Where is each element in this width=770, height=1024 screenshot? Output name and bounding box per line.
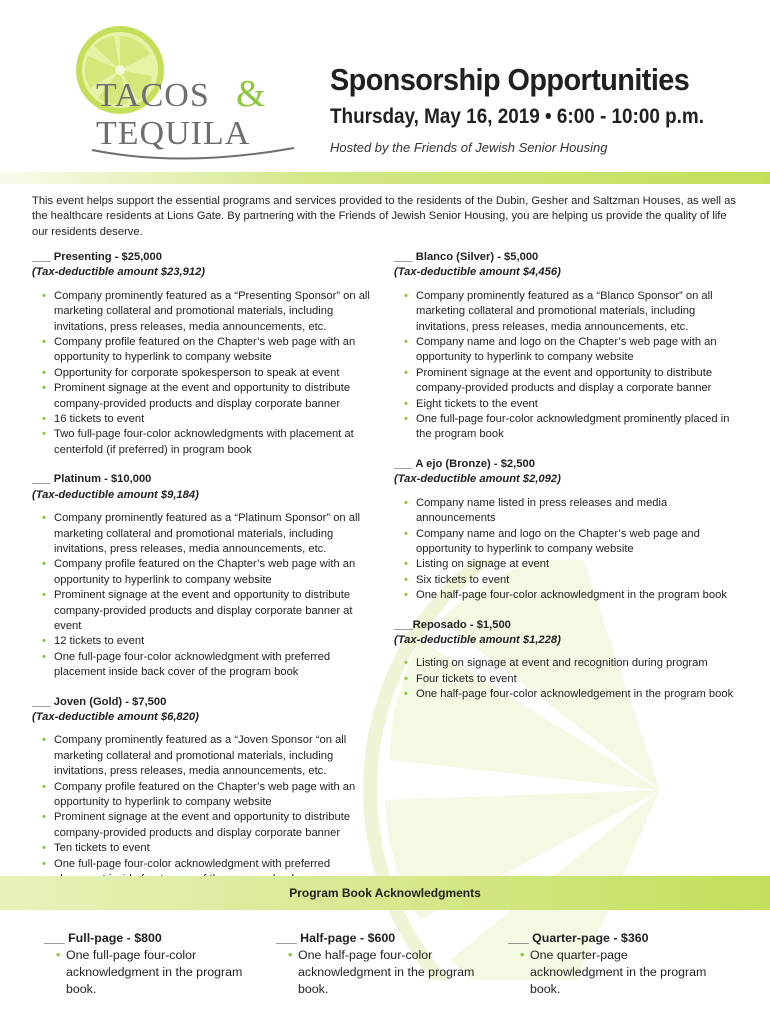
program-book-item-name: ___ Half-page - $600 [276,931,396,945]
tier-name: ___ Presenting - $25,000 [32,251,162,263]
program-book-item [44,930,244,998]
tier-tax-deductible: (Tax-deductible amount $23,912) [32,266,206,279]
benefit-item: • Prominent signage at the event and opportunity to distribute company-provided products and display a corporate banner [394,366,744,397]
tier-tax-deductible: (Tax-deductible amount $4,456) [394,266,561,279]
tier-benefits-list [32,289,382,458]
logo-word-tequila: TEQUILA [96,115,251,152]
benefit-item: • Company profile featured on the Chapter’s web page with an opportunity to hyperlink to company website [32,780,382,811]
event-date: Thursday, May 16, 2019 • 6:00 - 10:00 p.m. [330,105,704,128]
sponsorship-tier [394,250,744,443]
benefit-item: • Opportunity for corporate spokesperson to speak at event [32,366,382,381]
benefit-item: • 16 tickets to event [32,412,382,427]
benefit-item: • One half-page four-color acknowledgement in the program book [394,687,744,702]
program-book-title: Program Book Acknowledgments [289,886,481,900]
tier-benefits-list [32,511,382,680]
program-book-item-benefit: • One half-page four-color acknowledgment in the program book. [276,947,476,998]
tier-benefits-list [394,656,744,702]
sponsorship-tier [32,472,382,680]
benefit-item: • Six tickets to event [394,573,744,588]
host-line: Hosted by the Friends of Jewish Senior Housing [330,140,608,155]
tier-tax-deductible: (Tax-deductible amount $1,228) [394,633,561,646]
top-green-band [0,172,770,184]
benefit-item: • Company prominently featured as a “Platinum Sponsor” on all marketing collateral and promotional materials, including invitations, press releases, media announcements, etc. [32,511,382,557]
benefit-item: • Two full-page four-color acknowledgments with placement at centerfold (if preferred) in program book [32,427,382,458]
tacos-tequila-logo [62,26,302,172]
sponsorship-tier [32,250,382,458]
benefit-item: • Company profile featured on the Chapter’s web page with an opportunity to hyperlink to company website [32,335,382,366]
benefit-item: • Eight tickets to the event [394,397,744,412]
program-book-item-benefit: • One full-page four-color acknowledgment in the program book. [44,947,244,998]
tier-benefits-list [394,496,744,604]
benefit-item: • Company name and logo on the Chapter’s web page and opportunity to hyperlink to company website [394,527,744,558]
benefit-item: • 12 tickets to event [32,634,382,649]
tier-tax-deductible: (Tax-deductible amount $2,092) [394,473,561,486]
benefit-item: • Company prominently featured as a “Presenting Sponsor” on all marketing collateral and promotional materials, including invitations, press releases, media announcements, etc. [32,289,382,335]
benefit-item: • Prominent signage at the event and opportunity to distribute company-provided products and display corporate banner [32,381,382,412]
program-book-item-name: ___ Full-page - $800 [44,931,162,945]
benefit-item: • Company profile featured on the Chapter’s web page with an opportunity to hyperlink to company website [32,557,382,588]
sponsorship-tier [32,695,382,888]
sponsorship-tier [394,457,744,604]
benefit-item: • One full-page four-color acknowledgment with preferred [32,857,382,888]
tier-tax-deductible: (Tax-deductible amount $9,184) [32,488,199,501]
program-book-item [508,930,708,998]
logo-ampersand: & [236,73,266,115]
sponsorship-tier [394,618,744,703]
benefit-item: • Listing on signage at event [394,557,744,572]
left-tier-column [32,250,382,901]
tier-benefits-list [394,289,744,443]
logo-word-tacos: TACOS [96,77,210,114]
benefit-item: • One full-page four-color acknowledgment with preferred placement inside back cover of the program book [32,650,382,681]
program-book-item-benefit: • One quarter-page acknowledgment in the program book. [508,947,708,998]
benefit-item: • One half-page four-color acknowledgment in the program book [394,588,744,603]
page-title: Sponsorship Opportunities [330,62,690,97]
benefit-item: • Listing on signage at event and recognition during program [394,656,744,671]
benefit-item: • Ten tickets to event [32,841,382,856]
tier-tax-deductible: (Tax-deductible amount $6,820) [32,710,199,723]
tier-benefits-list [32,733,382,887]
program-book-item [276,930,476,998]
program-book-band [0,876,770,910]
benefit-item: • Company prominently featured as a “Joven Sponsor “on all marketing collateral and promotional materials, including invitations, press releases, media announcements, etc. [32,733,382,779]
tier-name: ___ Joven (Gold) - $7,500 [32,695,167,708]
tier-name: ___ Platinum - $10,000 [32,473,152,486]
benefit-item: • Company prominently featured as a “Blanco Sponsor” on all marketing collateral and promotional materials, including invitations, press releases, media announcements, etc. [394,289,744,335]
header [330,62,746,155]
tier-name: ___ Blanco (Silver) - $5,000 [394,251,539,263]
benefit-item: • One full-page four-color acknowledgment prominently placed in the program book [394,412,744,443]
benefit-item: • Prominent signage at the event and opportunity to distribute company-provided products and display corporate banner at event [32,588,382,634]
benefit-item: • Prominent signage at the event and opportunity to distribute company-provided products and display corporate banner [32,810,382,841]
program-book-item-name: ___ Quarter-page - $360 [508,931,649,945]
benefit-item: • Company name listed in press releases and media announcements [394,496,744,527]
tier-name: ___ A ejo (Bronze) - $2,500 [394,457,535,470]
benefit-item: • Four tickets to event [394,672,744,687]
right-tier-column [394,250,744,717]
intro-paragraph: This event helps support the essential programs and services provided to the residents of the Dubin, Gesher and Saltzman Houses, as well as the healthcare residents at Lions Gate. By partnering with the Friends of Jewish Senior Housing, you are helping us provide the quality of life our residents deserve. [32,195,736,238]
benefit-item: • Company name and logo on the Chapter’s web page with an opportunity to hyperlink to company website [394,335,744,366]
tier-name: ___Reposado - $1,500 [394,618,511,631]
